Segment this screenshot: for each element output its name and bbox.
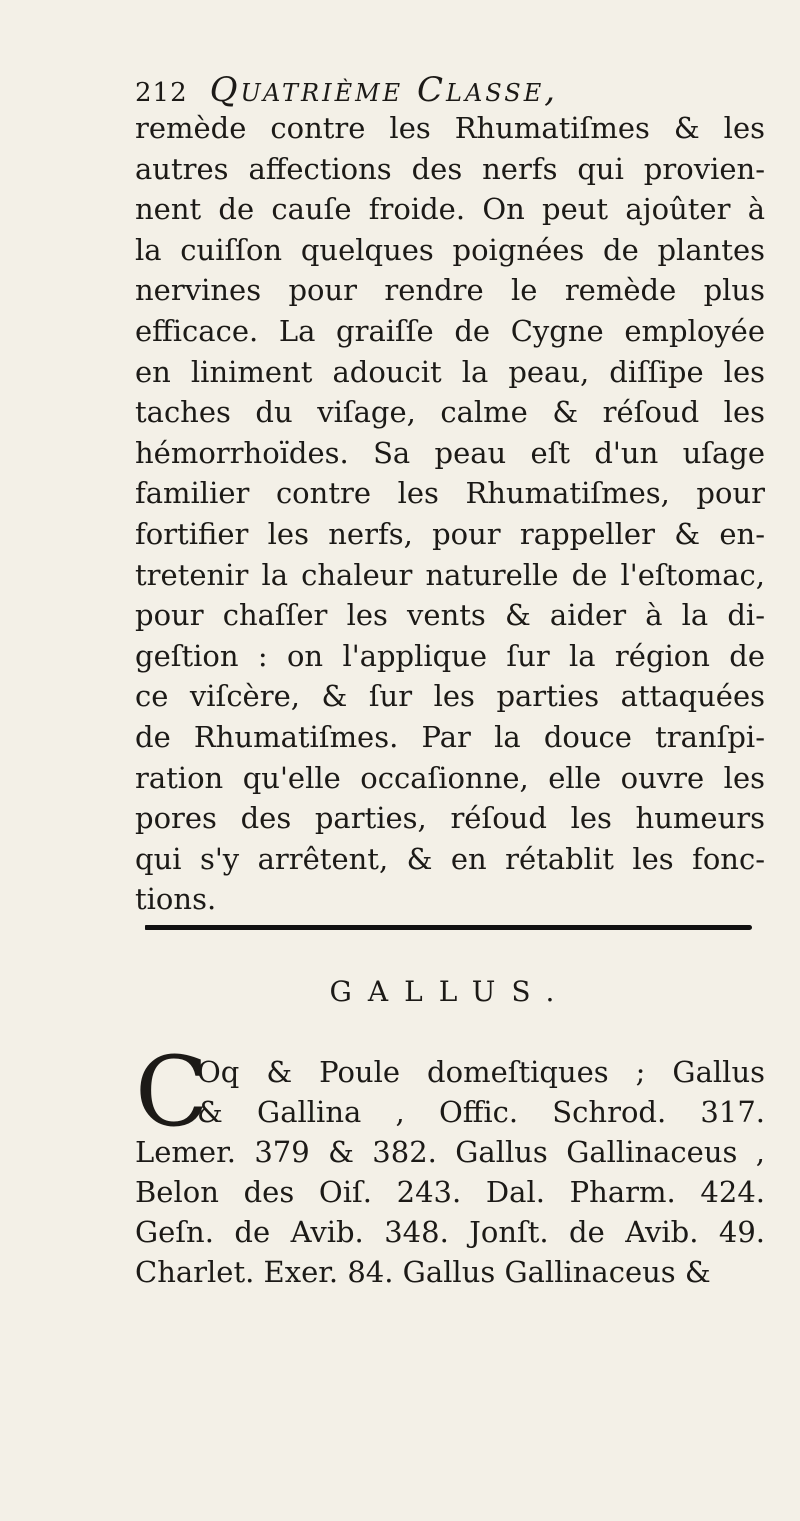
text-line: tions. bbox=[135, 882, 217, 917]
text-line: efficace. La graiſſe de Cygne employée bbox=[135, 313, 765, 348]
text-line: qui s'y arrêtent, & en rétablit les fonc- bbox=[135, 841, 765, 876]
text-line: pores des parties, réſoud les humeurs bbox=[135, 801, 765, 836]
text-line: nervines pour rendre le remède plus bbox=[135, 273, 765, 308]
entry-line: Geſn. de Avib. 348. Jonſt. de Avib. 49. bbox=[135, 1215, 765, 1249]
text-line: ce viſcère, & ſur les parties attaquées bbox=[135, 679, 765, 714]
page-number: 212 bbox=[135, 78, 188, 108]
section-divider-rule bbox=[145, 925, 752, 930]
text-line: nent de cauſe froide. On peut ajoûter à bbox=[135, 192, 765, 227]
text-line: hémorrhoïdes. Sa peau eſt d'un uſage bbox=[135, 435, 765, 470]
drop-cap: C bbox=[135, 1036, 209, 1148]
entry-line: Belon des Oiſ. 243. Dal. Pharm. 424. bbox=[135, 1175, 765, 1209]
running-head: Quatrième Classe, bbox=[209, 70, 559, 110]
text-line: de Rhumatiſmes. Par la douce tranſpi- bbox=[135, 719, 765, 754]
text-line: pour chaſſer les vents & aider à la di- bbox=[135, 598, 765, 633]
entry-line: Lemer. 379 & 382. Gallus Gallinaceus , bbox=[135, 1135, 765, 1169]
text-line: tretenir la chaleur naturelle de l'eſtomac, bbox=[135, 557, 765, 592]
text-line: taches du viſage, calme & réſoud les bbox=[135, 395, 765, 430]
text-line: autres affections des nerfs qui provien- bbox=[135, 151, 765, 186]
text-line: ration qu'elle occaſionne, elle ouvre les bbox=[135, 760, 765, 795]
entry-line: Oq & Poule domeſtiques ; Gallus bbox=[197, 1055, 765, 1089]
text-line: en liniment adoucit la peau, diſſipe les bbox=[135, 354, 765, 389]
text-line: la cuiſſon quelques poignées de plantes bbox=[135, 232, 765, 267]
text-line: remède contre les Rhumatiſmes & les bbox=[135, 111, 765, 145]
text-line: familier contre les Rhumatiſmes, pour bbox=[135, 476, 765, 511]
section-heading: GALLUS. bbox=[329, 975, 571, 1008]
body-paragraph bbox=[135, 108, 765, 920]
gallus-entry bbox=[135, 1036, 765, 1292]
text-line: fortifier les nerfs, pour rappeller & en- bbox=[135, 516, 765, 551]
entry-line: Charlet. Exer. 84. Gallus Gallinaceus & bbox=[135, 1255, 711, 1289]
text-line: geſtion : on l'applique ſur la région de bbox=[135, 638, 765, 673]
entry-line: & Gallina , Offic. Schrod. 317. bbox=[197, 1095, 765, 1129]
